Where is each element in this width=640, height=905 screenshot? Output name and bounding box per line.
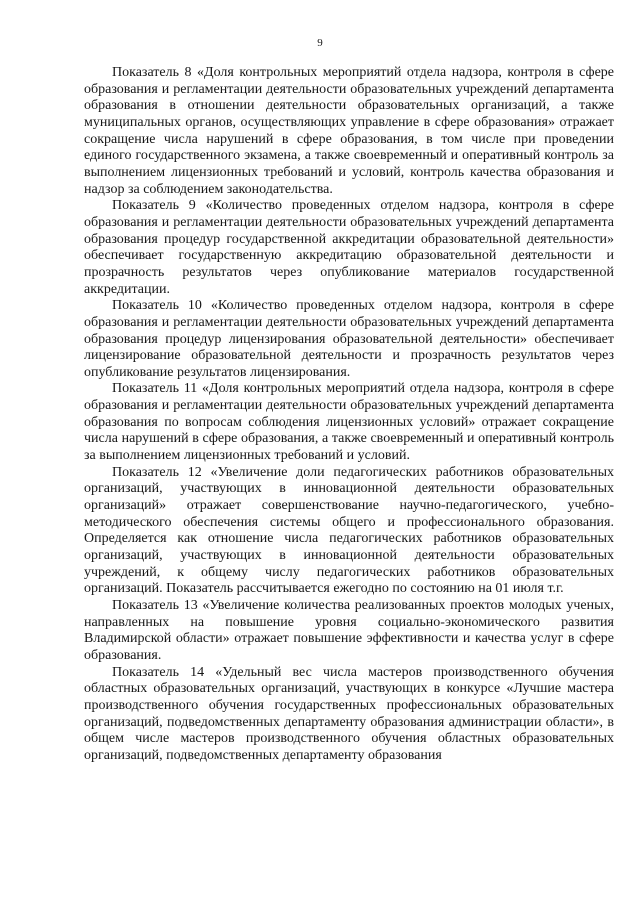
page-number: 9	[317, 37, 323, 49]
document-body	[84, 65, 614, 765]
paragraph-indicator-12: Показатель 12 «Увеличение доли педагогических работников образовательных организаций, участвующих в инновационной деятельности образовательных организаций» отражает совершенствование научно-педагогического, учебно-методического обеспечения системы общего и профессионального образования. Определяется как отношение числа педагогических работников образовательных организаций, участвующих в инновационной деятельности образовательных учреждений, к общему числу педагогических работников образовательных организаций. Показатель рассчитывается ежегодно по состоянию на 01 июля т.г.	[84, 464, 614, 597]
paragraph-indicator-13: Показатель 13 «Увеличение количества реализованных проектов молодых ученых, направленных на повышение уровня социально-экономического развития Владимирской области» отражает повышение эффективности и качества услуг в сфере образования.	[84, 598, 614, 663]
paragraph-indicator-14: Показатель 14 «Удельный вес числа мастеров производственного обучения областных образовательных организаций, участвующих в конкурсе «Лучшие мастера производственного обучения государственных профессиональных образовательных организаций, подведомственных департаменту образования администрации области», в общем числе мастеров производственного обучения областных образовательных организаций, подведомственных департаменту образования	[84, 664, 614, 763]
paragraph-indicator-11: Показатель 11 «Доля контрольных мероприятий отдела надзора, контроля в сфере образования и регламентации деятельности образовательных учреждений департамента образования по вопросам соблюдения лицензионных условий» отражает сокращение числа нарушений в сфере образования, а также своевременный и оперативный контроль за выполнением лицензионных требований и условий.	[84, 381, 614, 464]
paragraph-indicator-10: Показатель 10 «Количество проведенных отделом надзора, контроля в сфере образования и регламентации деятельности образовательных учреждений департамента образования процедур лицензирования образовательной деятельности» обеспечивает лицензирование образовательной деятельности и прозрачность результатов через опубликование результатов лицензирования.	[84, 298, 614, 380]
paragraph-indicator-9: Показатель 9 «Количество проведенных отделом надзора, контроля в сфере образования и регламентации деятельности образовательных учреждений департамента образования процедур государственной аккредитации образовательной деятельности» обеспечивает государственную аккредитацию образовательной деятельности и прозрачность результатов через опубликование материалов государственной аккредитации.	[84, 198, 614, 297]
paragraph-indicator-8: Показатель 8 «Доля контрольных мероприятий отдела надзора, контроля в сфере образования и регламентации деятельности образовательных учреждений департамента образования в отношении деятельности образовательных организаций, а также муниципальных органов, осуществляющих управление в сфере образования» отражает сокращение числа нарушений в сфере образования, в том числе при проведении единого государственного экзамена, а также своевременный и оперативный контроль за выполнением лицензионных требований и условий, контроль качества образования и надзор за соблюдением законодательства.	[84, 65, 614, 197]
